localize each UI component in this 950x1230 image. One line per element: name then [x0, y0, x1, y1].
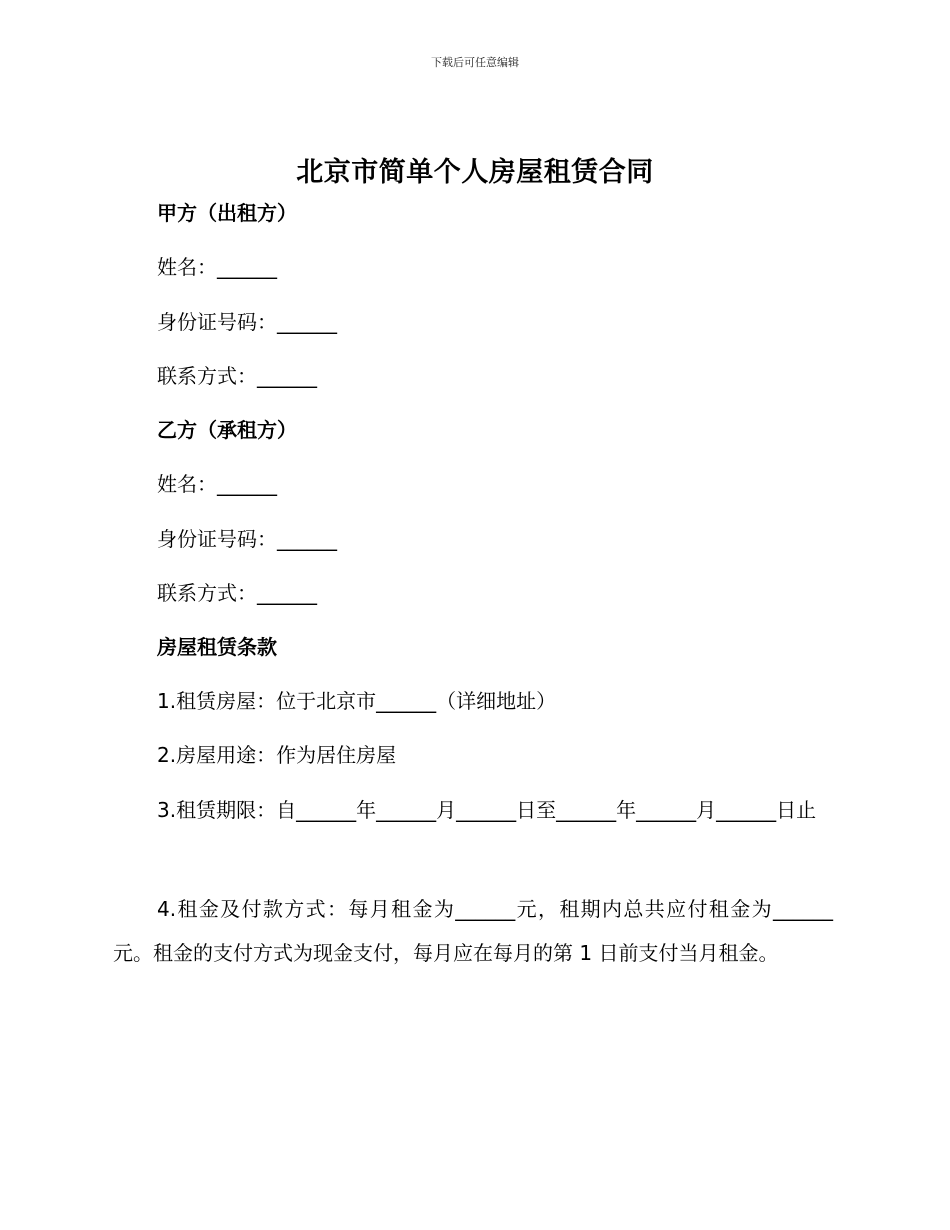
term-item-1: 1.租赁房屋：位于北京市______（详细地址）: [157, 689, 557, 713]
party-b-contact: 联系方式：______: [157, 581, 317, 605]
term-item-4: 4.租金及付款方式：每月租金为______元，租期内总共应付租金为______元。租金的支付方式为现金支付，每月应在每月的第 1 日前支付当月租金。: [113, 897, 833, 965]
term-item-3: 3.租赁期限：自______年______月______日至______年______月______日止: [157, 798, 817, 822]
party-a-contact: 联系方式：______: [157, 364, 317, 388]
term-item-2: 2.房屋用途：作为居住房屋: [157, 743, 397, 767]
party-a-heading: 甲方（出租方）: [157, 201, 297, 225]
party-b-name: 姓名：______: [157, 472, 277, 496]
terms-heading: 房屋租赁条款: [157, 635, 277, 659]
party-a-id-number: 身份证号码：______: [157, 310, 337, 334]
page-title: 北京市简单个人房屋租赁合同: [296, 157, 654, 188]
header-note: 下载后可任意编辑: [431, 56, 519, 69]
party-b-heading: 乙方（承租方）: [157, 418, 297, 442]
party-a-name: 姓名：______: [157, 255, 277, 279]
party-b-id-number: 身份证号码：______: [157, 527, 337, 551]
